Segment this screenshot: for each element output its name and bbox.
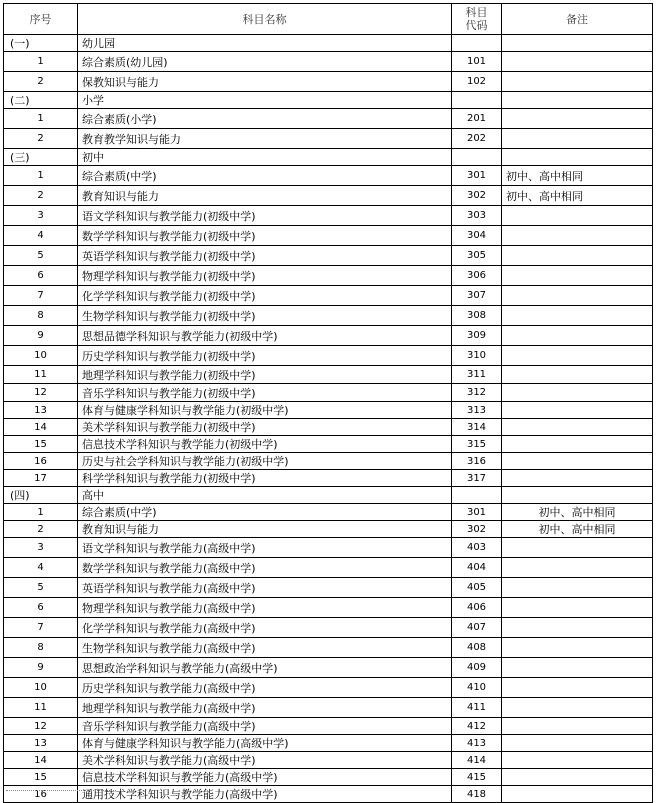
subject-name: 数学学科知识与教学能力(高级中学) — [78, 558, 452, 578]
table-row — [4, 346, 653, 366]
subject-code: 102 — [452, 72, 502, 92]
subject-name: 综合素质(小学) — [78, 109, 452, 129]
subject-name: 音乐学科知识与教学能力(初级中学) — [78, 384, 452, 402]
section-code-cell — [452, 92, 502, 109]
subject-code: 305 — [452, 246, 502, 266]
header-code-line2: 代码 — [465, 19, 488, 32]
row-note: 初中、高中相同 — [502, 504, 653, 521]
row-seq: 6 — [4, 598, 78, 618]
table-row — [4, 718, 653, 735]
row-seq: 17 — [4, 470, 78, 487]
table-row — [4, 658, 653, 678]
row-seq: 14 — [4, 419, 78, 436]
row-seq: 15 — [4, 436, 78, 453]
table-row — [4, 769, 653, 786]
subject-name: 教育知识与能力 — [78, 521, 452, 538]
subject-name: 数学学科知识与教学能力(初级中学) — [78, 226, 452, 246]
subject-name: 通用技术学科知识与教学能力(高级中学) — [78, 786, 452, 803]
row-note — [502, 226, 653, 246]
table-row — [4, 618, 653, 638]
section-number: (三) — [4, 149, 78, 166]
subject-name: 教育知识与能力 — [78, 186, 452, 206]
subject-code: 302 — [452, 521, 502, 538]
row-seq: 14 — [4, 752, 78, 769]
row-seq: 16 — [4, 453, 78, 470]
subject-code: 410 — [452, 678, 502, 698]
table-row — [4, 504, 653, 521]
row-seq: 7 — [4, 618, 78, 638]
subject-name: 历史学科知识与教学能力(高级中学) — [78, 678, 452, 698]
table-row — [4, 326, 653, 346]
row-note — [502, 326, 653, 346]
row-seq: 12 — [4, 718, 78, 735]
row-seq: 10 — [4, 346, 78, 366]
table-row — [4, 366, 653, 384]
row-seq: 9 — [4, 326, 78, 346]
table-row — [4, 678, 653, 698]
table-row — [4, 558, 653, 578]
table-row — [4, 286, 653, 306]
table-row — [4, 129, 653, 149]
subject-name: 物理学科知识与教学能力(高级中学) — [78, 598, 452, 618]
row-note — [502, 306, 653, 326]
row-seq: 11 — [4, 698, 78, 718]
row-seq: 13 — [4, 402, 78, 419]
subject-code: 403 — [452, 538, 502, 558]
subject-code: 301 — [452, 166, 502, 186]
row-seq: 5 — [4, 246, 78, 266]
subject-name: 化学学科知识与教学能力(高级中学) — [78, 618, 452, 638]
row-seq: 4 — [4, 558, 78, 578]
subject-name: 思想政治学科知识与教学能力(高级中学) — [78, 658, 452, 678]
subject-name: 物理学科知识与教学能力(初级中学) — [78, 266, 452, 286]
table-row — [4, 206, 653, 226]
table-row — [4, 786, 653, 803]
subject-code: 309 — [452, 326, 502, 346]
row-note — [502, 266, 653, 286]
row-note — [502, 786, 653, 803]
subject-name: 综合素质(中学) — [78, 504, 452, 521]
subject-code: 101 — [452, 52, 502, 72]
row-seq: 9 — [4, 658, 78, 678]
table-row — [4, 598, 653, 618]
table-row — [4, 578, 653, 598]
row-note — [502, 402, 653, 419]
row-seq: 2 — [4, 521, 78, 538]
row-note — [502, 286, 653, 306]
section-title: 幼儿园 — [78, 35, 452, 52]
table-row — [4, 186, 653, 206]
row-note — [502, 72, 653, 92]
subject-code: 404 — [452, 558, 502, 578]
subject-table — [3, 3, 653, 803]
row-seq: 4 — [4, 226, 78, 246]
row-seq: 5 — [4, 578, 78, 598]
row-seq: 15 — [4, 769, 78, 786]
table-row — [4, 226, 653, 246]
row-seq: 11 — [4, 366, 78, 384]
subject-code: 409 — [452, 658, 502, 678]
subject-name: 思想品德学科知识与教学能力(初级中学) — [78, 326, 452, 346]
row-note — [502, 346, 653, 366]
table-row — [4, 453, 653, 470]
subject-code: 316 — [452, 453, 502, 470]
row-note — [502, 436, 653, 453]
subject-name: 美术学科知识与教学能力(初级中学) — [78, 419, 452, 436]
section-code-cell — [452, 35, 502, 52]
table-row — [4, 698, 653, 718]
section-number: (一) — [4, 35, 78, 52]
row-note — [502, 129, 653, 149]
row-note — [502, 578, 653, 598]
subject-name: 语文学科知识与教学能力(高级中学) — [78, 538, 452, 558]
row-note — [502, 658, 653, 678]
subject-code: 304 — [452, 226, 502, 246]
table-row — [4, 638, 653, 658]
subject-name: 英语学科知识与教学能力(初级中学) — [78, 246, 452, 266]
row-note — [502, 246, 653, 266]
row-seq: 8 — [4, 306, 78, 326]
subject-name: 综合素质(幼儿园) — [78, 52, 452, 72]
section-title: 初中 — [78, 149, 452, 166]
subject-code: 405 — [452, 578, 502, 598]
table-row — [4, 538, 653, 558]
subject-name: 美术学科知识与教学能力(高级中学) — [78, 752, 452, 769]
section-title: 高中 — [78, 487, 452, 504]
subject-code: 306 — [452, 266, 502, 286]
row-seq: 3 — [4, 538, 78, 558]
subject-name: 地理学科知识与教学能力(初级中学) — [78, 366, 452, 384]
section-code-cell — [452, 487, 502, 504]
subject-name: 历史学科知识与教学能力(初级中学) — [78, 346, 452, 366]
row-seq: 1 — [4, 504, 78, 521]
subject-name: 化学学科知识与教学能力(初级中学) — [78, 286, 452, 306]
table-row — [4, 246, 653, 266]
header-code — [452, 4, 502, 35]
section-row — [4, 487, 653, 504]
header-seq: 序号 — [4, 4, 78, 35]
section-note-cell — [502, 92, 653, 109]
subject-code: 415 — [452, 769, 502, 786]
table-row — [4, 436, 653, 453]
subject-name: 体育与健康学科知识与教学能力(初级中学) — [78, 402, 452, 419]
row-seq: 16 — [4, 786, 78, 803]
subject-name: 信息技术学科知识与教学能力(初级中学) — [78, 436, 452, 453]
row-seq: 1 — [4, 166, 78, 186]
row-note — [502, 419, 653, 436]
row-note — [502, 598, 653, 618]
subject-name: 生物学科知识与教学能力(高级中学) — [78, 638, 452, 658]
subject-name: 英语学科知识与教学能力(高级中学) — [78, 578, 452, 598]
subject-code: 406 — [452, 598, 502, 618]
row-note: 初中、高中相同 — [502, 166, 653, 186]
row-note — [502, 558, 653, 578]
subject-name: 科学学科知识与教学能力(初级中学) — [78, 470, 452, 487]
subject-name: 历史与社会学科知识与教学能力(初级中学) — [78, 453, 452, 470]
row-note — [502, 678, 653, 698]
row-seq: 6 — [4, 266, 78, 286]
row-seq: 2 — [4, 72, 78, 92]
row-seq: 1 — [4, 109, 78, 129]
row-seq: 12 — [4, 384, 78, 402]
section-note-cell — [502, 149, 653, 166]
row-note — [502, 366, 653, 384]
row-seq: 10 — [4, 678, 78, 698]
row-note — [502, 109, 653, 129]
table-row — [4, 52, 653, 72]
table-row — [4, 470, 653, 487]
row-note — [502, 698, 653, 718]
table-row — [4, 752, 653, 769]
table-row — [4, 72, 653, 92]
subject-code: 413 — [452, 735, 502, 752]
subject-code: 317 — [452, 470, 502, 487]
subject-name: 保教知识与能力 — [78, 72, 452, 92]
section-row — [4, 35, 653, 52]
subject-name: 综合素质(中学) — [78, 166, 452, 186]
subject-code: 307 — [452, 286, 502, 306]
table-row — [4, 306, 653, 326]
row-seq: 2 — [4, 129, 78, 149]
subject-code: 302 — [452, 186, 502, 206]
page-bottom-rule — [6, 790, 116, 794]
subject-name: 教育教学知识与能力 — [78, 129, 452, 149]
subject-code: 311 — [452, 366, 502, 384]
section-number: (四) — [4, 487, 78, 504]
subject-name: 生物学科知识与教学能力(初级中学) — [78, 306, 452, 326]
header-note: 备注 — [502, 4, 653, 35]
row-seq: 13 — [4, 735, 78, 752]
row-note — [502, 618, 653, 638]
section-number: (二) — [4, 92, 78, 109]
subject-code: 310 — [452, 346, 502, 366]
table-row — [4, 521, 653, 538]
subject-code: 314 — [452, 419, 502, 436]
header-name: 科目名称 — [78, 4, 452, 35]
row-note — [502, 453, 653, 470]
row-note — [502, 470, 653, 487]
table-row — [4, 384, 653, 402]
row-note — [502, 769, 653, 786]
table-row — [4, 109, 653, 129]
subject-name: 地理学科知识与教学能力(高级中学) — [78, 698, 452, 718]
row-seq: 2 — [4, 186, 78, 206]
row-seq: 7 — [4, 286, 78, 306]
subject-name: 信息技术学科知识与教学能力(高级中学) — [78, 769, 452, 786]
subject-code: 202 — [452, 129, 502, 149]
subject-name: 语文学科知识与教学能力(初级中学) — [78, 206, 452, 226]
subject-code: 201 — [452, 109, 502, 129]
subject-code: 303 — [452, 206, 502, 226]
subject-code: 418 — [452, 786, 502, 803]
subject-code: 315 — [452, 436, 502, 453]
subject-name: 音乐学科知识与教学能力(高级中学) — [78, 718, 452, 735]
row-note — [502, 638, 653, 658]
section-note-cell — [502, 35, 653, 52]
subject-code: 308 — [452, 306, 502, 326]
section-row — [4, 92, 653, 109]
section-row — [4, 149, 653, 166]
row-note — [502, 718, 653, 735]
row-note: 初中、高中相同 — [502, 521, 653, 538]
subject-code: 412 — [452, 718, 502, 735]
subject-code: 313 — [452, 402, 502, 419]
row-note — [502, 735, 653, 752]
row-note — [502, 752, 653, 769]
subject-code: 312 — [452, 384, 502, 402]
table-row — [4, 419, 653, 436]
table-row — [4, 166, 653, 186]
table-row — [4, 402, 653, 419]
table-row — [4, 266, 653, 286]
row-note — [502, 538, 653, 558]
row-seq: 1 — [4, 52, 78, 72]
subject-code: 411 — [452, 698, 502, 718]
row-seq: 3 — [4, 206, 78, 226]
row-note — [502, 52, 653, 72]
subject-code: 407 — [452, 618, 502, 638]
section-title: 小学 — [78, 92, 452, 109]
header-row — [4, 4, 653, 35]
subject-name: 体育与健康学科知识与教学能力(高级中学) — [78, 735, 452, 752]
row-note: 初中、高中相同 — [502, 186, 653, 206]
subject-code: 301 — [452, 504, 502, 521]
section-note-cell — [502, 487, 653, 504]
row-note — [502, 384, 653, 402]
row-seq: 8 — [4, 638, 78, 658]
header-code-line1: 科目 — [465, 6, 488, 19]
row-note — [502, 206, 653, 226]
subject-code: 414 — [452, 752, 502, 769]
subject-code: 408 — [452, 638, 502, 658]
table-row — [4, 735, 653, 752]
section-code-cell — [452, 149, 502, 166]
